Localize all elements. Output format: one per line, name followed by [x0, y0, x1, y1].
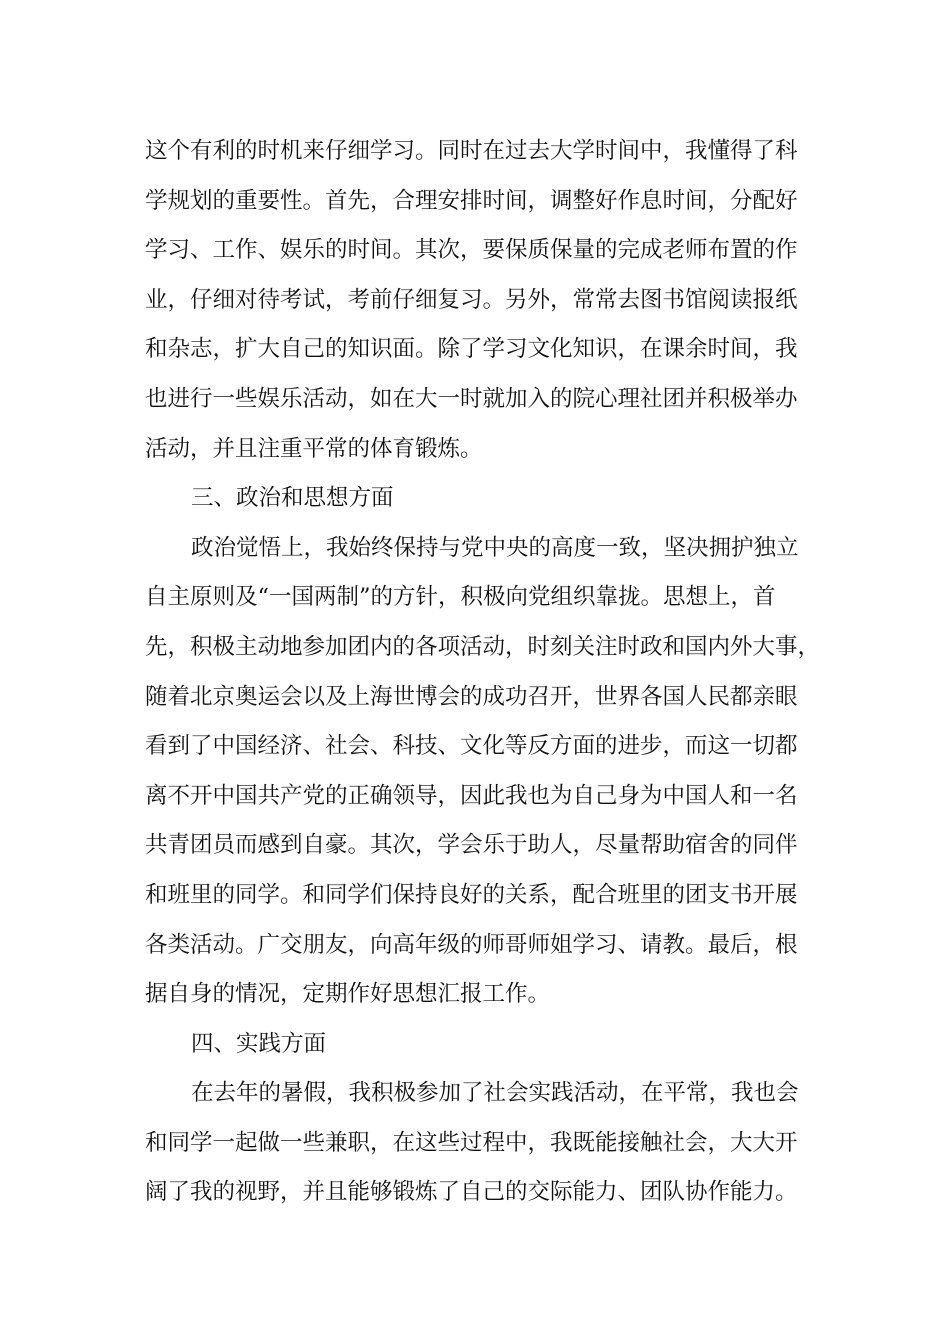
text-line: 随着北京奥运会以及上海世博会的成功召开，世界各国人民都亲眼: [145, 683, 798, 710]
text-line: 看到了中国经济、社会、科技、文化等反方面的进步，而这一切都: [145, 733, 798, 760]
text-line: 据自身的情况，定期作好思想汇报工作。: [145, 981, 551, 1008]
text-line: 和班里的同学。和同学们保持良好的关系，配合班里的团支书开展: [145, 881, 798, 908]
text-line: 离不开中国共产党的正确领导，因此我也为自己身为中国人和一名: [145, 782, 798, 809]
text-line: 学习、工作、娱乐的时间。其次，要保质保量的完成老师布置的作: [145, 237, 798, 264]
text-line: 也进行一些娱乐活动，如在大一时就加入的院心理社团并积极举办: [145, 385, 798, 412]
text-line: 先，积极主动地参加团内的各项活动，时刻关注时政和国内外大事，: [145, 633, 821, 660]
text-line: 各类活动。广交朋友，向高年级的师哥师姐学习、请教。最后，根: [145, 931, 798, 958]
text-line: 政治觉悟上，我始终保持与党中央的高度一致，坚决拥护独立: [191, 534, 799, 561]
text-line: 在去年的暑假，我积极参加了社会实践活动，在平常，我也会: [191, 1080, 799, 1107]
text-line: 学规划的重要性。首先，合理安排时间，调整好作息时间，分配好: [145, 187, 798, 214]
body-text: [145, 127, 835, 1218]
section-heading-practice: 四、实践方面: [191, 1030, 327, 1057]
text-line: 活动，并且注重平常的体育锻炼。: [145, 435, 483, 462]
text-line: 和同学一起做一些兼职，在这些过程中，我既能接触社会，大大开: [145, 1129, 798, 1156]
text-line: 自主原则及“一国两制”的方针，积极向党组织靠拢。思想上，首: [145, 584, 776, 611]
text-line: 和杂志，扩大自己的知识面。除了学习文化知识，在课余时间，我: [145, 336, 798, 363]
text-line: 共青团员而感到自豪。其次，学会乐于助人，尽量帮助宿舍的同伴: [145, 832, 798, 859]
text-line: 这个有利的时机来仔细学习。同时在过去大学时间中，我懂得了科: [145, 138, 798, 164]
text-line: 业，仔细对待考试，考前仔细复习。另外，常常去图书馆阅读报纸: [145, 286, 798, 313]
section-heading-politics: 三、政治和思想方面: [191, 485, 394, 512]
text-line: 阔了我的视野，并且能够锻炼了自己的交际能力、团队协作能力。: [145, 1179, 798, 1206]
